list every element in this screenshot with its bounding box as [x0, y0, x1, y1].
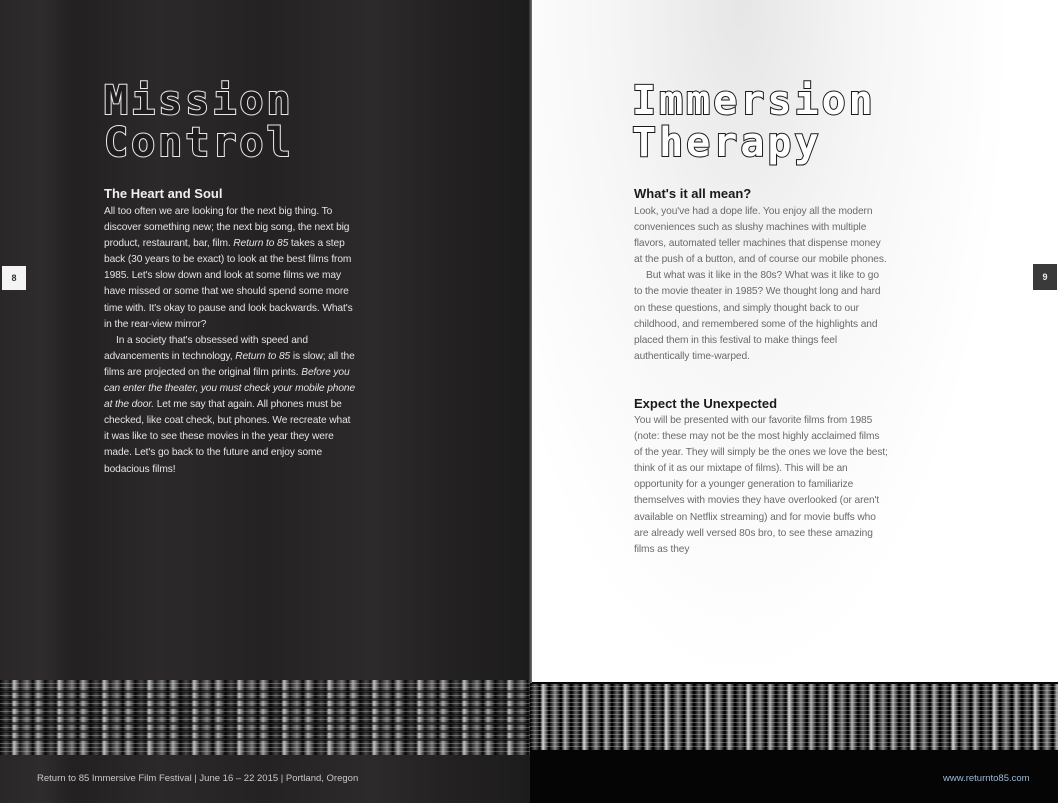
- left-subheading: The Heart and Soul: [104, 186, 223, 201]
- title-line-1: Immersion: [632, 78, 876, 124]
- static-noise-band: [530, 684, 1058, 750]
- page-number-right: 9: [1033, 264, 1057, 290]
- left-paragraph-2: In a society that's obsessed with speed and advancements in technology, Return to 85 is slow; all the films are projected on the original film prints. Before you can enter the theater, you must check your mobile phone at the door. Let me say that again. All phones must be checked, like coat check, but phones. We recreate what it was like to see these movies in the year they were made. Let's go back to the future and enjoy some bodacious films!: [104, 334, 356, 475]
- footer-website-link[interactable]: www.returnto85.com: [943, 773, 1030, 784]
- footer-event-info: Return to 85 Immersive Film Festival | June 16 – 22 2015 | Portland, Oregon: [37, 773, 359, 784]
- right-subheading-1: What's it all mean?: [634, 186, 752, 201]
- right-paragraph-2: But what was it like in the 80s? What was it like to go to the movie theater in 1985? We thought long and hard on these questions, and simply thought back to our childhood, and remembered some of the highlights and placed them in this festival to make things feel authentically time-warped.: [634, 270, 881, 362]
- right-page-title: [632, 80, 876, 164]
- right-page: [530, 0, 1058, 803]
- title-line-1: Mission: [104, 78, 294, 124]
- right-paragraph-3: You will be presented with our favorite films from 1985 (note: these may not be the most highly acclaimed films of the year. They will simply be the ones we love the best; think of it as our mixtape of films). This will be an opportunity for a younger generation to familiarize themselves with movies they have overlooked (or aren't available on Netflix streaming) and for movie buffs who are already well versed 80s bro, to see these amazing films as they: [634, 415, 888, 555]
- page-number-left: 8: [2, 266, 26, 290]
- left-paragraph-1: All too often we are looking for the next big thing. To discover something new; the next big song, the next big product, restaurant, bar, film. Return to 85 takes a step back (30 years to be exact) to look at the best films from 1985. Let's slow down and look at some films we may have missed or some that we should spend some more time with. It's okay to pause and look backwards. What's in the rear-view mirror?: [104, 206, 353, 330]
- title-line-2: Control: [104, 120, 294, 166]
- left-body: [104, 204, 357, 478]
- title-line-2: Therapy: [632, 120, 822, 166]
- right-body-1: [634, 204, 888, 365]
- scanline-band: [0, 690, 530, 746]
- right-subheading-2: Expect the Unexpected: [634, 396, 778, 411]
- left-page-title: [104, 80, 294, 164]
- page-fold: [528, 0, 532, 683]
- right-paragraph-1: Look, you've had a dope life. You enjoy all the modern conveniences such as slushy machines with multiple flavors, automated teller machines that dispense money at the push of a button, and of course our mobile phones.: [634, 206, 887, 266]
- right-body-2: [634, 413, 888, 558]
